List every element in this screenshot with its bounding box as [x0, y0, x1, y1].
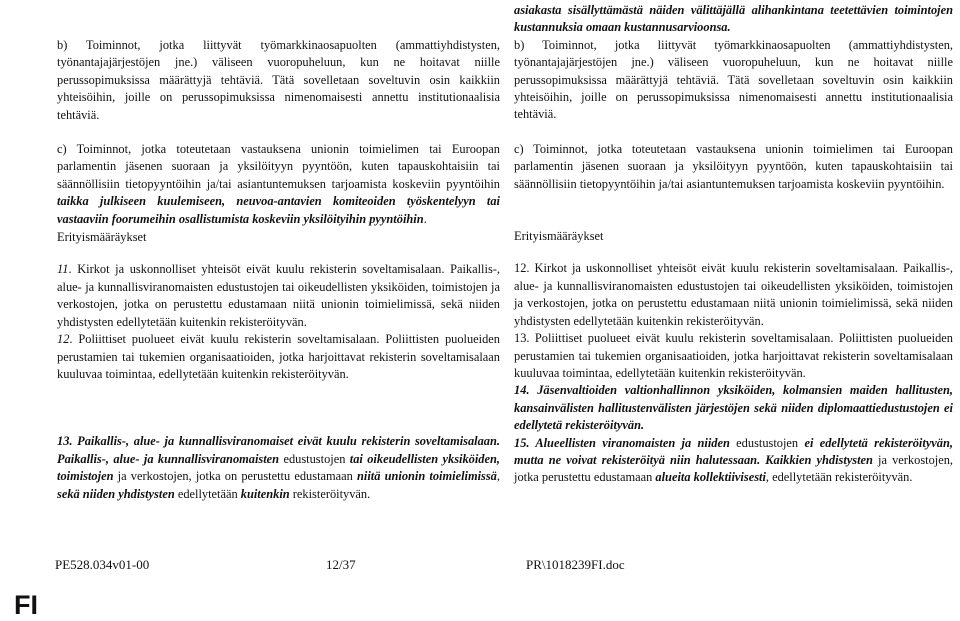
right-top-continuation: asiakasta sisällyttämästä näiden välittäjällä alihankintana teetettävien toimintojen kustannuksia omaan kustannusarvioonsa.: [514, 3, 953, 35]
left-paragraph-12: 12. Poliittiset puolueet eivät kuulu rekisterin soveltamisalaan. Poliittisten puolueiden perustamien tai tukemien organisaatioiden, jotka harjoittavat rekisterin soveltamisalaan kuuluvaa toimintaa, edellytetään kuitenkin rekisteröityvän.: [57, 332, 500, 381]
right-paragraph-14: 14. Jäsenvaltioiden valtionhallinnon yksiköiden, kolmansien maiden hallitusten, kansainvälisten hallitustenvälisten järjestöjen sekä niiden diplomaattiedustustojen ei edellytetä rekisteröityvän.: [514, 383, 953, 433]
left-special-heading: Erityismääräykset: [57, 230, 147, 245]
left-column: [57, 0, 500, 503]
left-paragraph-11: 11. Kirkot ja uskonnolliset yhteisöt eivät kuulu rekisterin soveltamisalaan. Paikallis-, alue- ja kunnallisviranomaisten edustustojen tai oikeudellisten yksiköiden, toimistojen ja verkostojen, jotka on perustettu edustamaan niitä unionin toimielimissä, sekä niiden yhdistysten edellytetään kuitenkin rekisteröityvän.: [57, 262, 500, 329]
left-point-b: b) Toiminnot, jotka liittyvät työmarkkinaosapuolten (ammattiyhdistysten, työnantajajärjestöjen jne.) väliseen vuoropuheluun, kun ne hoitavat niille perussopimuksissa määrättyjä tehtäviä. Tätä sovelletaan soveltuvin osin kaikkiin yhteisöihin, joille on perussopimuksissa nimenomaisesti annettu institutionaalisia tehtäviä.: [57, 38, 500, 122]
right-point-b: b) Toiminnot, jotka liittyvät työmarkkinaosapuolten (ammattiyhdistysten, työnantajajärjestöjen jne.) väliseen vuoropuheluun, kun ne hoitavat niille perussopimuksissa määrättyjä tehtäviä. Tätä sovelletaan soveltuvin osin kaikkiin yhteisöihin, joille on perussopimuksissa nimenomaisesti annettu institutionaalisia tehtäviä.: [514, 37, 953, 122]
footer-document-reference: PR\1018239FI.doc: [526, 557, 625, 572]
right-special-heading: Erityismääräykset: [514, 229, 604, 244]
right-paragraph-12: 12. Kirkot ja uskonnolliset yhteisöt eivät kuulu rekisterin soveltamisalaan. Paikallis-, alue- ja kunnallisviranomaisten edustustojen tai oikeudellisten yksiköiden, toimistojen ja verkostojen, jotka on perustettu edustamaan niitä unionin toimielimissä, sekä niiden yhdistysten edellytetään kuitenkin rekisteröityvän.: [514, 261, 953, 328]
footer-doc-code: PE528.034v01-00: [55, 557, 150, 572]
language-code: FI: [14, 590, 38, 620]
left-point-c: c) Toiminnot, jotka toteutetaan vastauksena unionin toimielimen tai Euroopan parlamentin jäsenen suoraan ja yksilöityyn pyyntöön, kuten tapauskohtaisiin tai säännöllisiin tietopyyntöihin ja/tai asiantuntemuksen tarjoamista koskeviin pyyntöihin taikka julkiseen kuulemiseen, neuvoa-antavien komiteoiden työskentelyyn tai vastaaviin foorumeihin osallistumista koskeviin yksilöityihin pyyntöihin.: [57, 142, 500, 226]
left-paragraph-13: 13. Paikallis-, alue- ja kunnallisviranomaiset eivät kuulu rekisterin soveltamisalaan. Paikallis-, alue- ja kunnallisviranomaisten edustustojen tai oikeudellisten yksiköiden, toimistojen ja verkostojen, jotka on perustettu edustamaan niitä unionin toimielimissä, sekä niiden yhdistysten edellytetään kuitenkin rekisteröityvän.: [57, 434, 500, 501]
right-column: [514, 0, 953, 487]
footer-page-number: 12/37: [326, 557, 356, 572]
right-point-c: c) Toiminnot, jotka toteutetaan vastauksena unionin toimielimen tai Euroopan parlamentin jäsenen suoraan ja yksilöityyn pyyntöön, kuten tapauskohtaisiin tai säännöllisiin tietopyyntöihin ja/tai asiantuntemuksen tarjoamista koskeviin pyyntöihin.: [514, 141, 953, 191]
right-paragraph-13: 13. Poliittiset puolueet eivät kuulu rekisterin soveltamisalaan. Poliittisten puolueiden perustamien tai tukemien organisaatioiden, jotka harjoittavat rekisterin soveltamisalaan kuuluvaa toimintaa, edellytetään kuitenkin rekisteröityvän.: [514, 331, 953, 380]
right-paragraph-15: 15. Alueellisten viranomaisten ja niiden edustustojen ei edellytetä rekisteröityvän, mutta ne voivat rekisteröityä niin halutessaan. Kaikkien yhdistysten ja verkostojen, jotka perustettu edustamaan alueita kollektiivisesti, edellytetään rekisteröityvän.: [514, 435, 954, 485]
